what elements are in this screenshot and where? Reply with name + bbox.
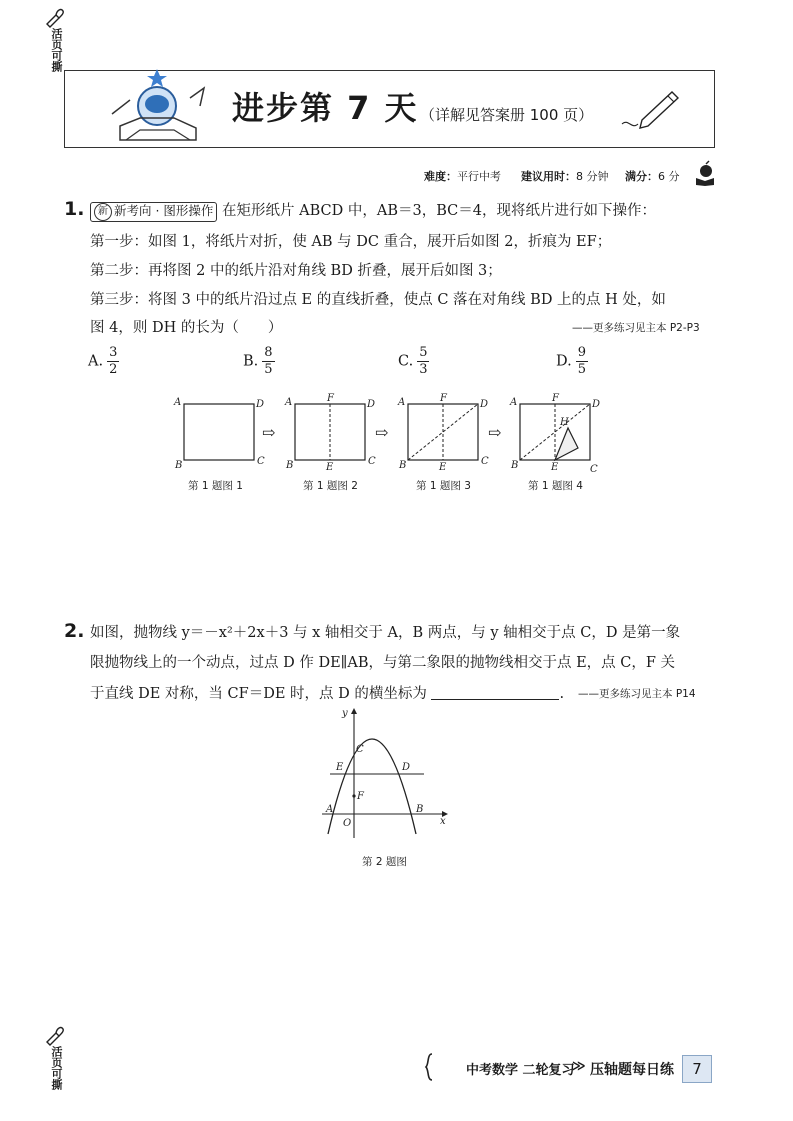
point-label: B — [399, 460, 407, 471]
point-label: F — [440, 393, 447, 404]
point-label: D — [480, 399, 489, 410]
q2-parabola-figure — [318, 704, 452, 844]
question-number: 1. — [64, 198, 85, 220]
side-tab-bottom — [44, 1024, 68, 1094]
point-label: F — [327, 393, 334, 404]
point-label: A — [174, 397, 182, 408]
q1-line: 第一步：如图 1，将纸片对折，使 AB 与 DC 重合，展开后如图 2，折痕为 EF； — [90, 234, 612, 250]
q1-line: 第二步：再将图 2 中的纸片沿对角线 BD 折叠，展开后如图 3； — [90, 263, 502, 279]
footer-series: 压轴题每日练 — [590, 1062, 674, 1078]
point-label: A — [510, 397, 518, 408]
question-number: 2. — [64, 620, 85, 642]
point-label: E — [326, 462, 334, 473]
brace-icon — [424, 1052, 434, 1082]
fold-arrow-icon: ⇨ — [262, 423, 276, 442]
figure-caption: 第 2 题图 — [362, 856, 407, 868]
hand-pen-icon — [44, 6, 66, 28]
point-f — [352, 794, 355, 797]
option-b[interactable]: B. $\frac{8}{5}$ — [243, 345, 273, 377]
axis-label: y — [342, 708, 348, 719]
q1-line: 图 4，则 DH 的长为（ ） — [90, 320, 283, 336]
banner-title: 进步第 7 天 — [232, 89, 419, 127]
q2-line: 于直线 DE 对称，当 CF＝DE 时，点 D 的横坐标为 . — [90, 686, 565, 702]
q1-line-text: 在矩形纸片 ABCD 中，AB＝3，BC＝4，现将纸片进行如下操作： — [222, 203, 656, 219]
option-d[interactable]: D. $\frac{9}{5}$ — [556, 345, 586, 377]
hand-pen-icon — [44, 1024, 66, 1046]
footer-subject: 中考数学 二轮复习 — [466, 1063, 575, 1078]
point-label: D — [256, 399, 265, 410]
parabola — [328, 739, 416, 834]
answer-blank[interactable] — [431, 685, 559, 700]
point-label: A — [398, 397, 406, 408]
q2-line: 限抛物线上的一个动点，过点 D 作 DE∥AB，与第二象限的抛物线相交于点 E，点 C，F 关 — [90, 655, 676, 671]
point-label: B — [416, 804, 424, 815]
point-label: A — [285, 397, 293, 408]
point-label: O — [343, 818, 352, 829]
astronaut-illustration-icon — [100, 66, 210, 150]
point-label: E — [336, 762, 344, 773]
point-label: B — [286, 460, 294, 471]
difficulty: 难度：平行中考 — [424, 170, 501, 183]
option-a[interactable]: A. $\frac{3}{2}$ — [88, 345, 118, 377]
figure-caption: 第 1 题图 2 — [303, 480, 358, 492]
point-label: C — [257, 456, 265, 467]
full-score: 满分：6 分 — [625, 170, 680, 183]
apple-book-icon — [694, 160, 716, 186]
practice-reference: ——更多练习见主本 P2-P3 — [572, 322, 700, 334]
point-label: A — [326, 804, 334, 815]
point-label: C — [590, 464, 598, 475]
fold-arrow-icon: ⇨ — [375, 423, 389, 442]
side-tab-label: 活页可撕 — [50, 1046, 63, 1090]
side-tab-top — [44, 6, 68, 76]
point-label: D — [402, 762, 411, 773]
figure-caption: 第 1 题图 4 — [528, 480, 583, 492]
new-badge: 新 — [94, 203, 112, 221]
footer-arrow: ≫ — [572, 1059, 586, 1074]
point-label: F — [552, 393, 559, 404]
point-label: H — [560, 417, 569, 428]
q1-line — [90, 199, 656, 222]
banner-note: （详解见答案册 100 页） — [420, 106, 594, 124]
figure-caption: 第 1 题图 3 — [416, 480, 471, 492]
point-label: D — [367, 399, 376, 410]
point-label: B — [175, 460, 183, 471]
page-number: 7 — [682, 1055, 712, 1083]
question-tag: 新 新考向 · 图形操作 — [90, 202, 217, 222]
fold-arrow-icon: ⇨ — [488, 423, 502, 442]
option-c[interactable]: C. $\frac{5}{3}$ — [398, 345, 428, 377]
point-label: F — [357, 791, 364, 802]
point-label: E — [439, 462, 447, 473]
point-label: C — [356, 744, 364, 755]
point-label: C — [481, 456, 489, 467]
folded-triangle — [555, 428, 578, 460]
q2-line: 如图，抛物线 y＝－x²＋2x＋3 与 x 轴相交于 A，B 两点，与 y 轴相交于点 C，D 是第一象 — [90, 625, 681, 641]
q1-line: 第三步：将图 3 中的纸片沿过点 E 的直线折叠，使点 C 落在对角线 BD 上的点 H 处，如 — [90, 292, 666, 308]
figure-caption: 第 1 题图 1 — [188, 480, 243, 492]
side-tab-label: 活页可撕 — [50, 28, 63, 72]
point-label: B — [511, 460, 519, 471]
y-axis-arrow-icon — [351, 708, 357, 714]
practice-reference: ——更多练习见主本 P14 — [578, 688, 696, 700]
suggested-time: 建议用时：8 分钟 — [521, 170, 609, 183]
point-label: E — [551, 462, 559, 473]
pen-icon — [620, 84, 692, 132]
point-label: C — [368, 456, 376, 467]
fig1-rect — [184, 404, 254, 460]
axis-label: x — [440, 816, 446, 827]
point-label: D — [592, 399, 601, 410]
q1-figures — [170, 392, 610, 476]
